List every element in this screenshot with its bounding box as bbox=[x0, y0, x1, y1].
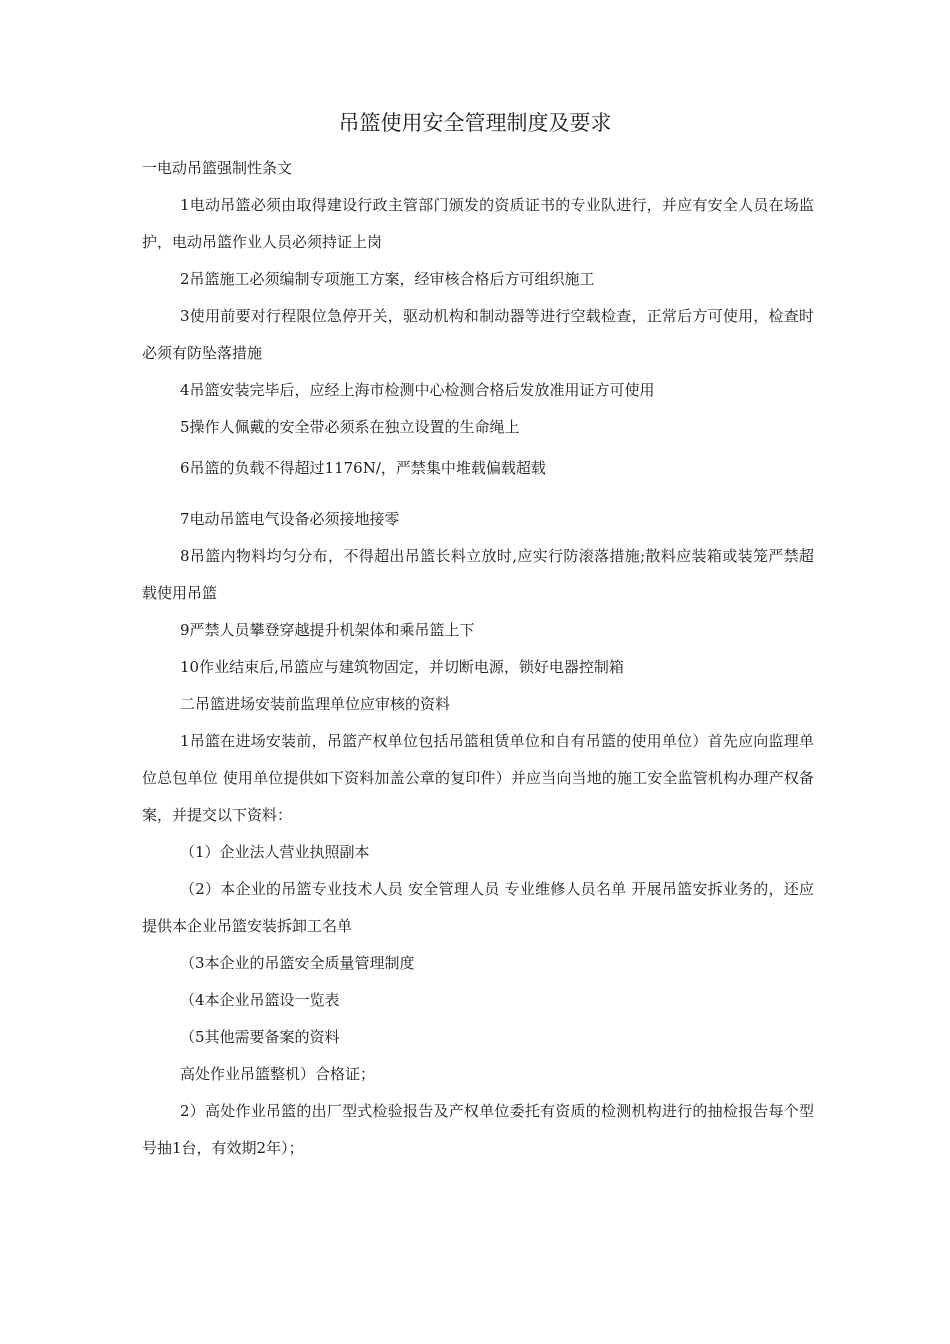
list-item: （1）企业法人营业执照副本 bbox=[180, 843, 370, 861]
list-item: （4本企业吊篮设一览表 bbox=[180, 991, 340, 1009]
section-heading-2: 二吊篮进场安装前监理单位应审核的资料 bbox=[180, 695, 451, 713]
document-title: 吊篮使用安全管理制度及要求 bbox=[338, 111, 612, 135]
document-body bbox=[142, 150, 814, 1167]
paragraph: 1吊篮在进场安装前，吊篮产权单位包括吊篮租赁单位和自有吊篮的使用单位）首先应向监理单位总包单位 使用单位提供如下资料加盖公章的复印件）并应当向当地的施工安全监管机构办理产权备案，并提交以下资料： bbox=[142, 732, 814, 824]
paragraph: 6吊篮的负载不得超过1176N/，严禁集中堆载偏载超载 bbox=[180, 459, 546, 477]
paragraph: 1电动吊篮必须由取得建设行政主管部门颁发的资质证书的专业队进行，并应有安全人员在场监护，电动吊篮作业人员必须持证上岗 bbox=[142, 196, 814, 251]
list-item: （2）本企业的吊篮专业技术人员 安全管理人员 专业维修人员名单 开展吊篮安拆业务的，还应提供本企业吊篮安装拆卸工名单 bbox=[142, 880, 814, 935]
paragraph: 4吊篮安装完毕后，应经上海市检测中心检测合格后发放准用证方可使用 bbox=[180, 381, 655, 399]
paragraph: 5操作人佩戴的安全带必须系在独立设置的生命绳上 bbox=[180, 418, 520, 436]
paragraph: 2）高处作业吊篮的出厂型式检验报告及产权单位委托有资质的检测机构进行的抽检报告每个型号抽1台，有效期2年）； bbox=[142, 1102, 814, 1157]
paragraph: 10作业结束后,吊篮应与建筑物固定，并切断电源，锁好电器控制箱 bbox=[180, 658, 624, 676]
section-heading-1: 一电动吊篮强制性条文 bbox=[142, 159, 293, 177]
paragraph: 9严禁人员攀登穿越提升机架体和乘吊篮上下 bbox=[180, 621, 475, 639]
paragraph: 7电动吊篮电气设备必须接地接零 bbox=[180, 510, 400, 528]
paragraph: 3使用前要对行程限位急停开关，驱动机构和制动器等进行空载检查，正常后方可使用，检查时必须有防坠落措施 bbox=[142, 307, 814, 362]
list-item: （5其他需要备案的资料 bbox=[180, 1028, 340, 1046]
paragraph: 8吊篮内物料均匀分布，不得超出吊篮长料立放时,应实行防滚落措施;散料应装箱或装笼严禁超载使用吊篮 bbox=[142, 547, 814, 602]
paragraph: 高处作业吊篮整机）合格证； bbox=[180, 1065, 376, 1083]
paragraph: 2吊篮施工必须编制专项施工方案，经审核合格后方可组织施工 bbox=[180, 270, 595, 288]
list-item: （3本企业的吊篮安全质量管理制度 bbox=[180, 954, 415, 972]
